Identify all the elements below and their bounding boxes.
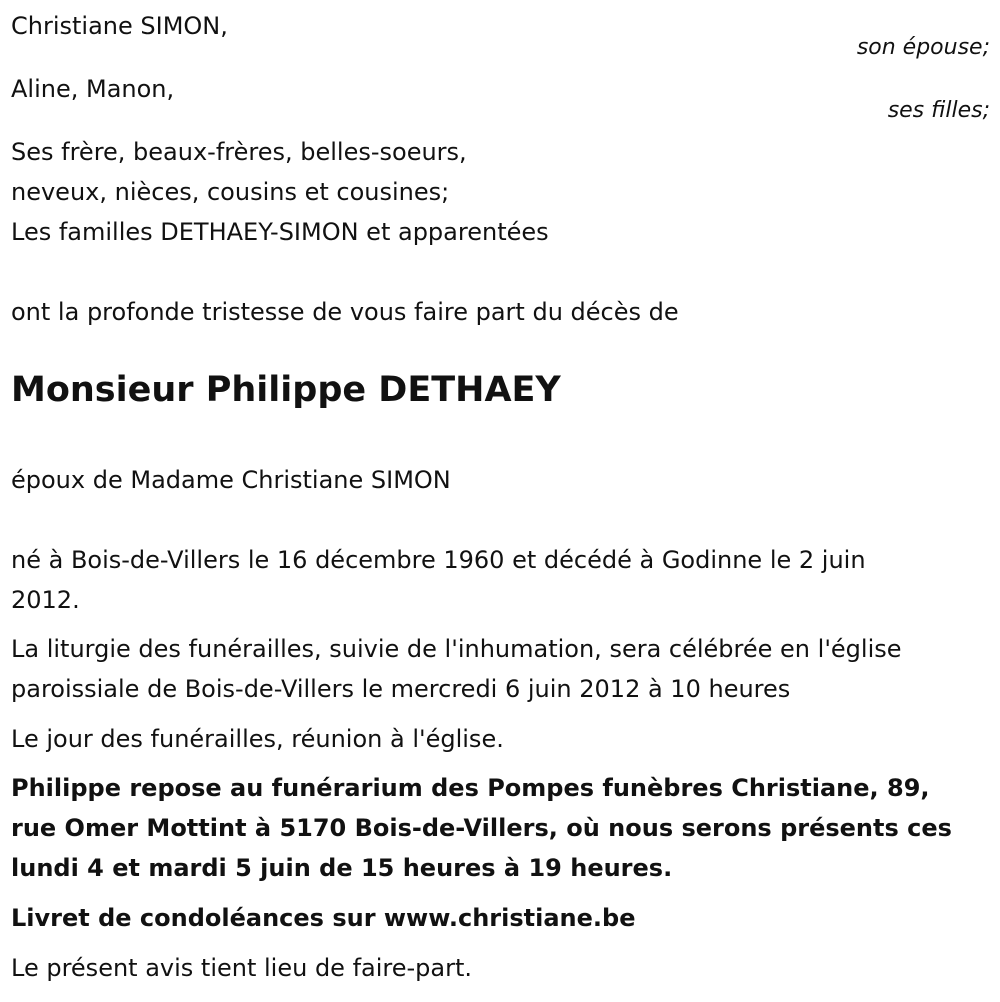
condolences-info: Livret de condoléances sur www.christiane.be [11, 904, 636, 932]
daughters-names: Aline, Manon, [11, 75, 175, 103]
announcement: ont la profonde tristesse de vous faire part du décès de [11, 298, 679, 326]
funerarium-line-2: rue Omer Mottint à 5170 Bois-de-Villers, où nous serons présents ces [11, 814, 952, 842]
funerarium-line-3: lundi 4 et mardi 5 juin de 15 heures à 19 heures. [11, 854, 673, 882]
birth-death-line-2: 2012. [11, 586, 80, 614]
funerarium-line-1: Philippe repose au funérarium des Pompes funèbres Christiane, 89, [11, 774, 930, 802]
spouse-name: Christiane SIMON, [11, 12, 228, 40]
spouse-of: époux de Madame Christiane SIMON [11, 466, 451, 494]
relatives-line-3: Les familles DETHAEY-SIMON et apparentées [11, 218, 549, 246]
liturgy-line-1: La liturgie des funérailles, suivie de l'inhumation, sera célébrée en l'église [11, 635, 902, 663]
birth-death-line-1: né à Bois-de-Villers le 16 décembre 1960 et décédé à Godinne le 2 juin [11, 546, 866, 574]
relatives-line-2: neveux, nièces, cousins et cousines; [11, 178, 450, 206]
spouse-role: son épouse; [856, 35, 990, 60]
meeting-info: Le jour des funérailles, réunion à l'église. [11, 725, 504, 753]
liturgy-line-2: paroissiale de Bois-de-Villers le mercredi 6 juin 2012 à 10 heures [11, 675, 791, 703]
deceased-name: Monsieur Philippe DETHAEY [11, 370, 561, 410]
notice-info: Le présent avis tient lieu de faire-part. [11, 954, 473, 982]
daughters-role: ses filles; [887, 98, 990, 123]
relatives-line-1: Ses frère, beaux-frères, belles-soeurs, [11, 138, 467, 166]
